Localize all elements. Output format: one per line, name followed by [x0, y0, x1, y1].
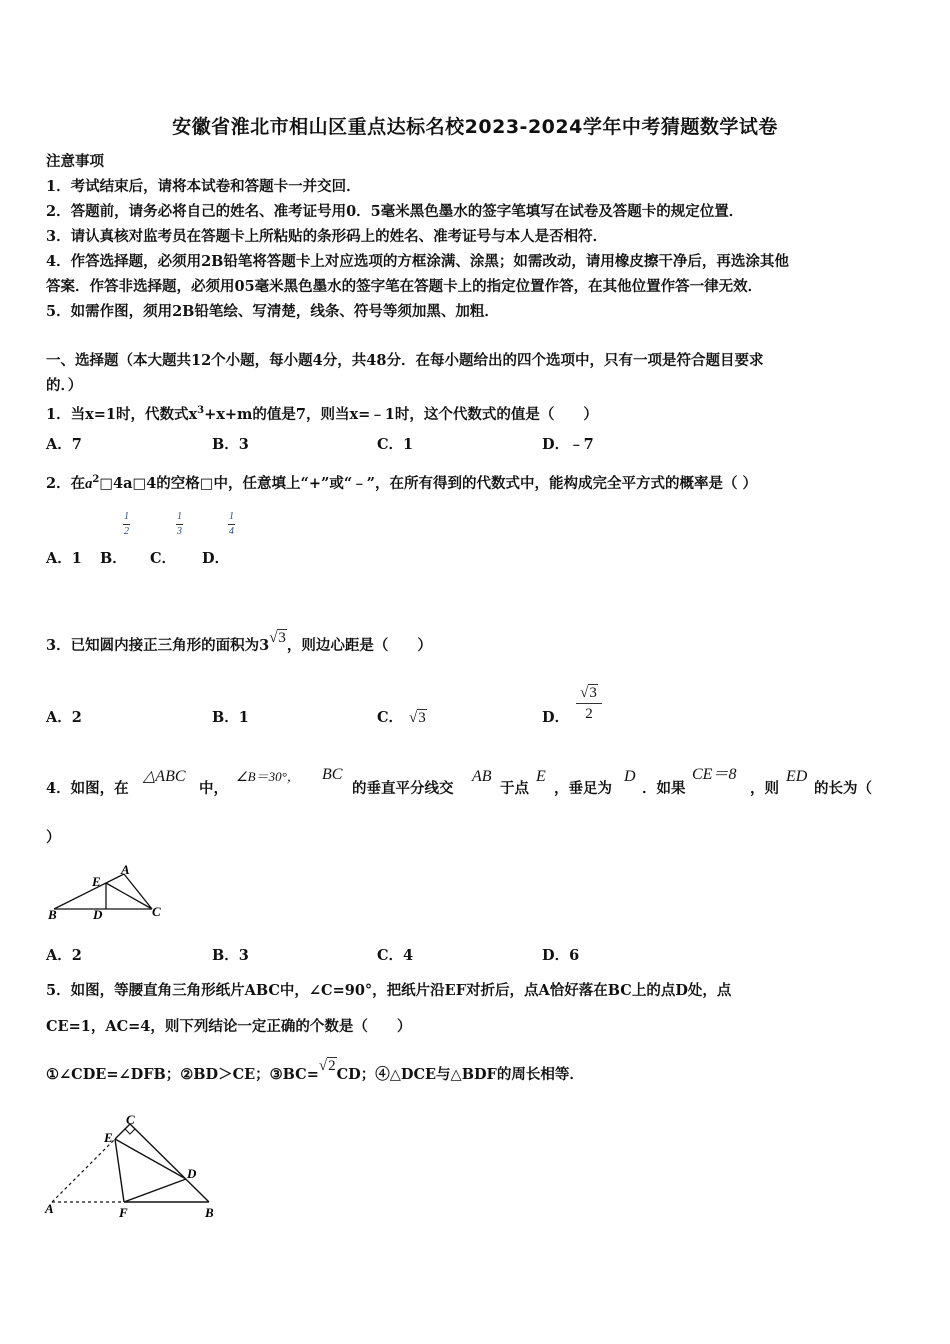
q4-text-8: 的长为（	[814, 780, 872, 797]
q3-text-b: ，则边心距是（ ）	[286, 637, 432, 654]
q2-expr-sup: 2	[92, 474, 100, 485]
q1-text-b: +x+m的值是7，则当x=﹣1时，这个代数式的值是（ ）	[204, 405, 598, 423]
q2-text-post: 的空格□中，任意填上“+”或“﹣”，在所有得到的代数式中，能构成完全平方式的概率是（ ）	[156, 474, 758, 492]
q5-label-a: A	[45, 1201, 54, 1216]
notice-item: 3．请认真核对监考员在答题卡上所粘贴的条形码上的姓名、准考证号与本人是否相符．	[46, 228, 608, 245]
q1-option-c: C．1	[377, 436, 414, 453]
q2-fraction-d	[228, 510, 235, 539]
q1-option-b: B．3	[212, 436, 249, 453]
q3-option-d-num: 3	[589, 685, 597, 701]
q4-math-bc: BC	[322, 766, 343, 783]
q1-option-d: D．﹣7	[542, 436, 594, 453]
q4-text-2: 中，	[199, 780, 228, 797]
q2-fraction-c-den: 3	[177, 526, 182, 537]
notice-item: 5．如需作图，须用2B铅笔绘、写清楚，线条、符号等须加黑、加粗．	[46, 303, 499, 320]
q3-option-d-den: 2	[585, 706, 593, 722]
notice-item: 2．答题前，请务必将自己的姓名、准考证号用0．5毫米黑色墨水的签字笔填写在试卷及答题卡的规定位置．	[46, 203, 744, 220]
q4-option-d: D．6	[542, 947, 580, 964]
q5-label-f: F	[119, 1205, 128, 1220]
q4-text-4: 于点	[500, 780, 529, 797]
q4-text-3: 的垂直平分线交	[352, 780, 454, 797]
q4-math-ed: ED	[786, 768, 808, 785]
q5-label-b: B	[205, 1205, 214, 1220]
q5-label-c: C	[126, 1112, 135, 1127]
q4-text-1: 4．如图，在	[46, 780, 129, 797]
q5-text-a: ①∠CDE=∠DFB；②BD＞CE；③BC=	[46, 1066, 319, 1083]
q2-fraction-b-num: 1	[123, 510, 130, 525]
q2-option-a: A．1	[46, 550, 82, 567]
question-2-stem	[46, 470, 757, 494]
q2-fraction-b-den: 2	[124, 526, 129, 537]
q4-text-6: ．如果	[642, 780, 686, 797]
q2-option-c: C．	[150, 550, 177, 567]
q2-text-pre: 2．在	[46, 474, 86, 492]
q4-math-triangle: △ABC	[143, 768, 186, 785]
q2-fraction-d-den: 4	[229, 526, 234, 537]
q5-radical: 2	[328, 1058, 336, 1074]
q4-math-angle: ∠B＝30°，	[236, 769, 300, 784]
q4-text-7: ，则	[750, 780, 779, 797]
question-5-line1: 5．如图，等腰直角三角形纸片ABC中，∠C=90°，把纸片沿EF对折后，点A恰好落在BC上的点D处，点	[46, 982, 732, 999]
q4-option-a: A．2	[46, 947, 82, 964]
q4-label-a: A	[121, 862, 130, 877]
q5-label-e: E	[104, 1130, 113, 1145]
q5-triangle-figure	[42, 1112, 224, 1224]
q3-option-c-label: C．	[377, 709, 404, 726]
q3-text-a: 3．已知圆内接正三角形的面积为3	[46, 637, 270, 654]
q1-superscript: 3	[197, 405, 205, 416]
notice-item: 答案．作答非选择题，必须用05毫米黑色墨水的签字笔在答题卡上的指定位置作答，在其他位置作答一律无效．	[46, 278, 763, 295]
q2-option-d: D．	[202, 550, 230, 567]
q4-math-ab: AB	[472, 768, 492, 785]
q2-fraction-d-num: 1	[228, 510, 235, 525]
q4-label-b: B	[48, 907, 57, 922]
q4-label-e: E	[92, 874, 101, 889]
question-5-line3: ①∠CDE=∠DFB；②BD＞CE；③BC=√2CD；④△DCE与△BDF的周长相等．	[46, 1058, 584, 1083]
q3-option-a: A．2	[46, 709, 82, 726]
q4-math-e: E	[536, 768, 546, 785]
q4-text-close: ）	[46, 829, 61, 846]
q2-fraction-c-num: 1	[176, 510, 183, 525]
q3-option-b: B．1	[212, 709, 249, 726]
q4-triangle-figure	[44, 862, 174, 924]
q4-math-d: D	[624, 768, 636, 785]
q3-option-c-radical: 3	[418, 710, 426, 726]
q4-option-c: C．4	[377, 947, 414, 964]
page-title: 安徽省淮北市相山区重点达标名校2023-2024学年中考猜题数学试卷	[172, 116, 778, 138]
question-5-line2: CE=1，AC=4，则下列结论一定正确的个数是（ ）	[46, 1018, 412, 1035]
question-3-stem: 3．已知圆内接正三角形的面积为3√3，则边心距是（ ）	[46, 630, 432, 654]
q3-option-c: C． √3	[377, 709, 426, 726]
question-1-stem	[46, 401, 598, 425]
q2-expr-a: a	[85, 475, 93, 492]
notice-item: 4．作答选择题，必须用2B铅笔将答题卡上对应选项的方框涂满、涂黑；如需改动，请用橡皮擦干净后，再选涂其他	[46, 253, 789, 270]
q3-radical: 3	[278, 630, 286, 646]
notice-item: 1．考试结束后，请将本试卷和答题卡一并交回．	[46, 178, 361, 195]
q1-text-a: 1．当x=1时，代数式x	[46, 405, 198, 423]
q4-text-5: ，垂足为	[554, 780, 612, 797]
q5-label-d: D	[187, 1166, 197, 1181]
q1-option-a: A．7	[46, 436, 82, 453]
q2-fraction-b	[123, 510, 130, 539]
q4-label-c: C	[152, 904, 161, 919]
q4-label-d: D	[93, 907, 103, 922]
section-heading-cont: 的．）	[46, 377, 83, 394]
section-heading: 一、选择题（本大题共12个小题，每小题4分，共48分．在每小题给出的四个选项中，只有一项是符合题目要求	[46, 352, 764, 369]
q4-math-ce: CE＝8	[692, 766, 737, 783]
q5-text-b: CD；④△DCE与△BDF的周长相等．	[336, 1066, 584, 1083]
q3-option-d-fraction: √3 2	[576, 683, 602, 724]
q3-option-d: D．	[542, 709, 570, 726]
q4-option-b: B．3	[212, 947, 249, 964]
q2-expr-b: □4a□4	[99, 474, 157, 492]
q2-option-b: B．	[100, 550, 127, 567]
q2-fraction-c	[176, 510, 183, 539]
notice-heading: 注意事项	[46, 153, 104, 170]
